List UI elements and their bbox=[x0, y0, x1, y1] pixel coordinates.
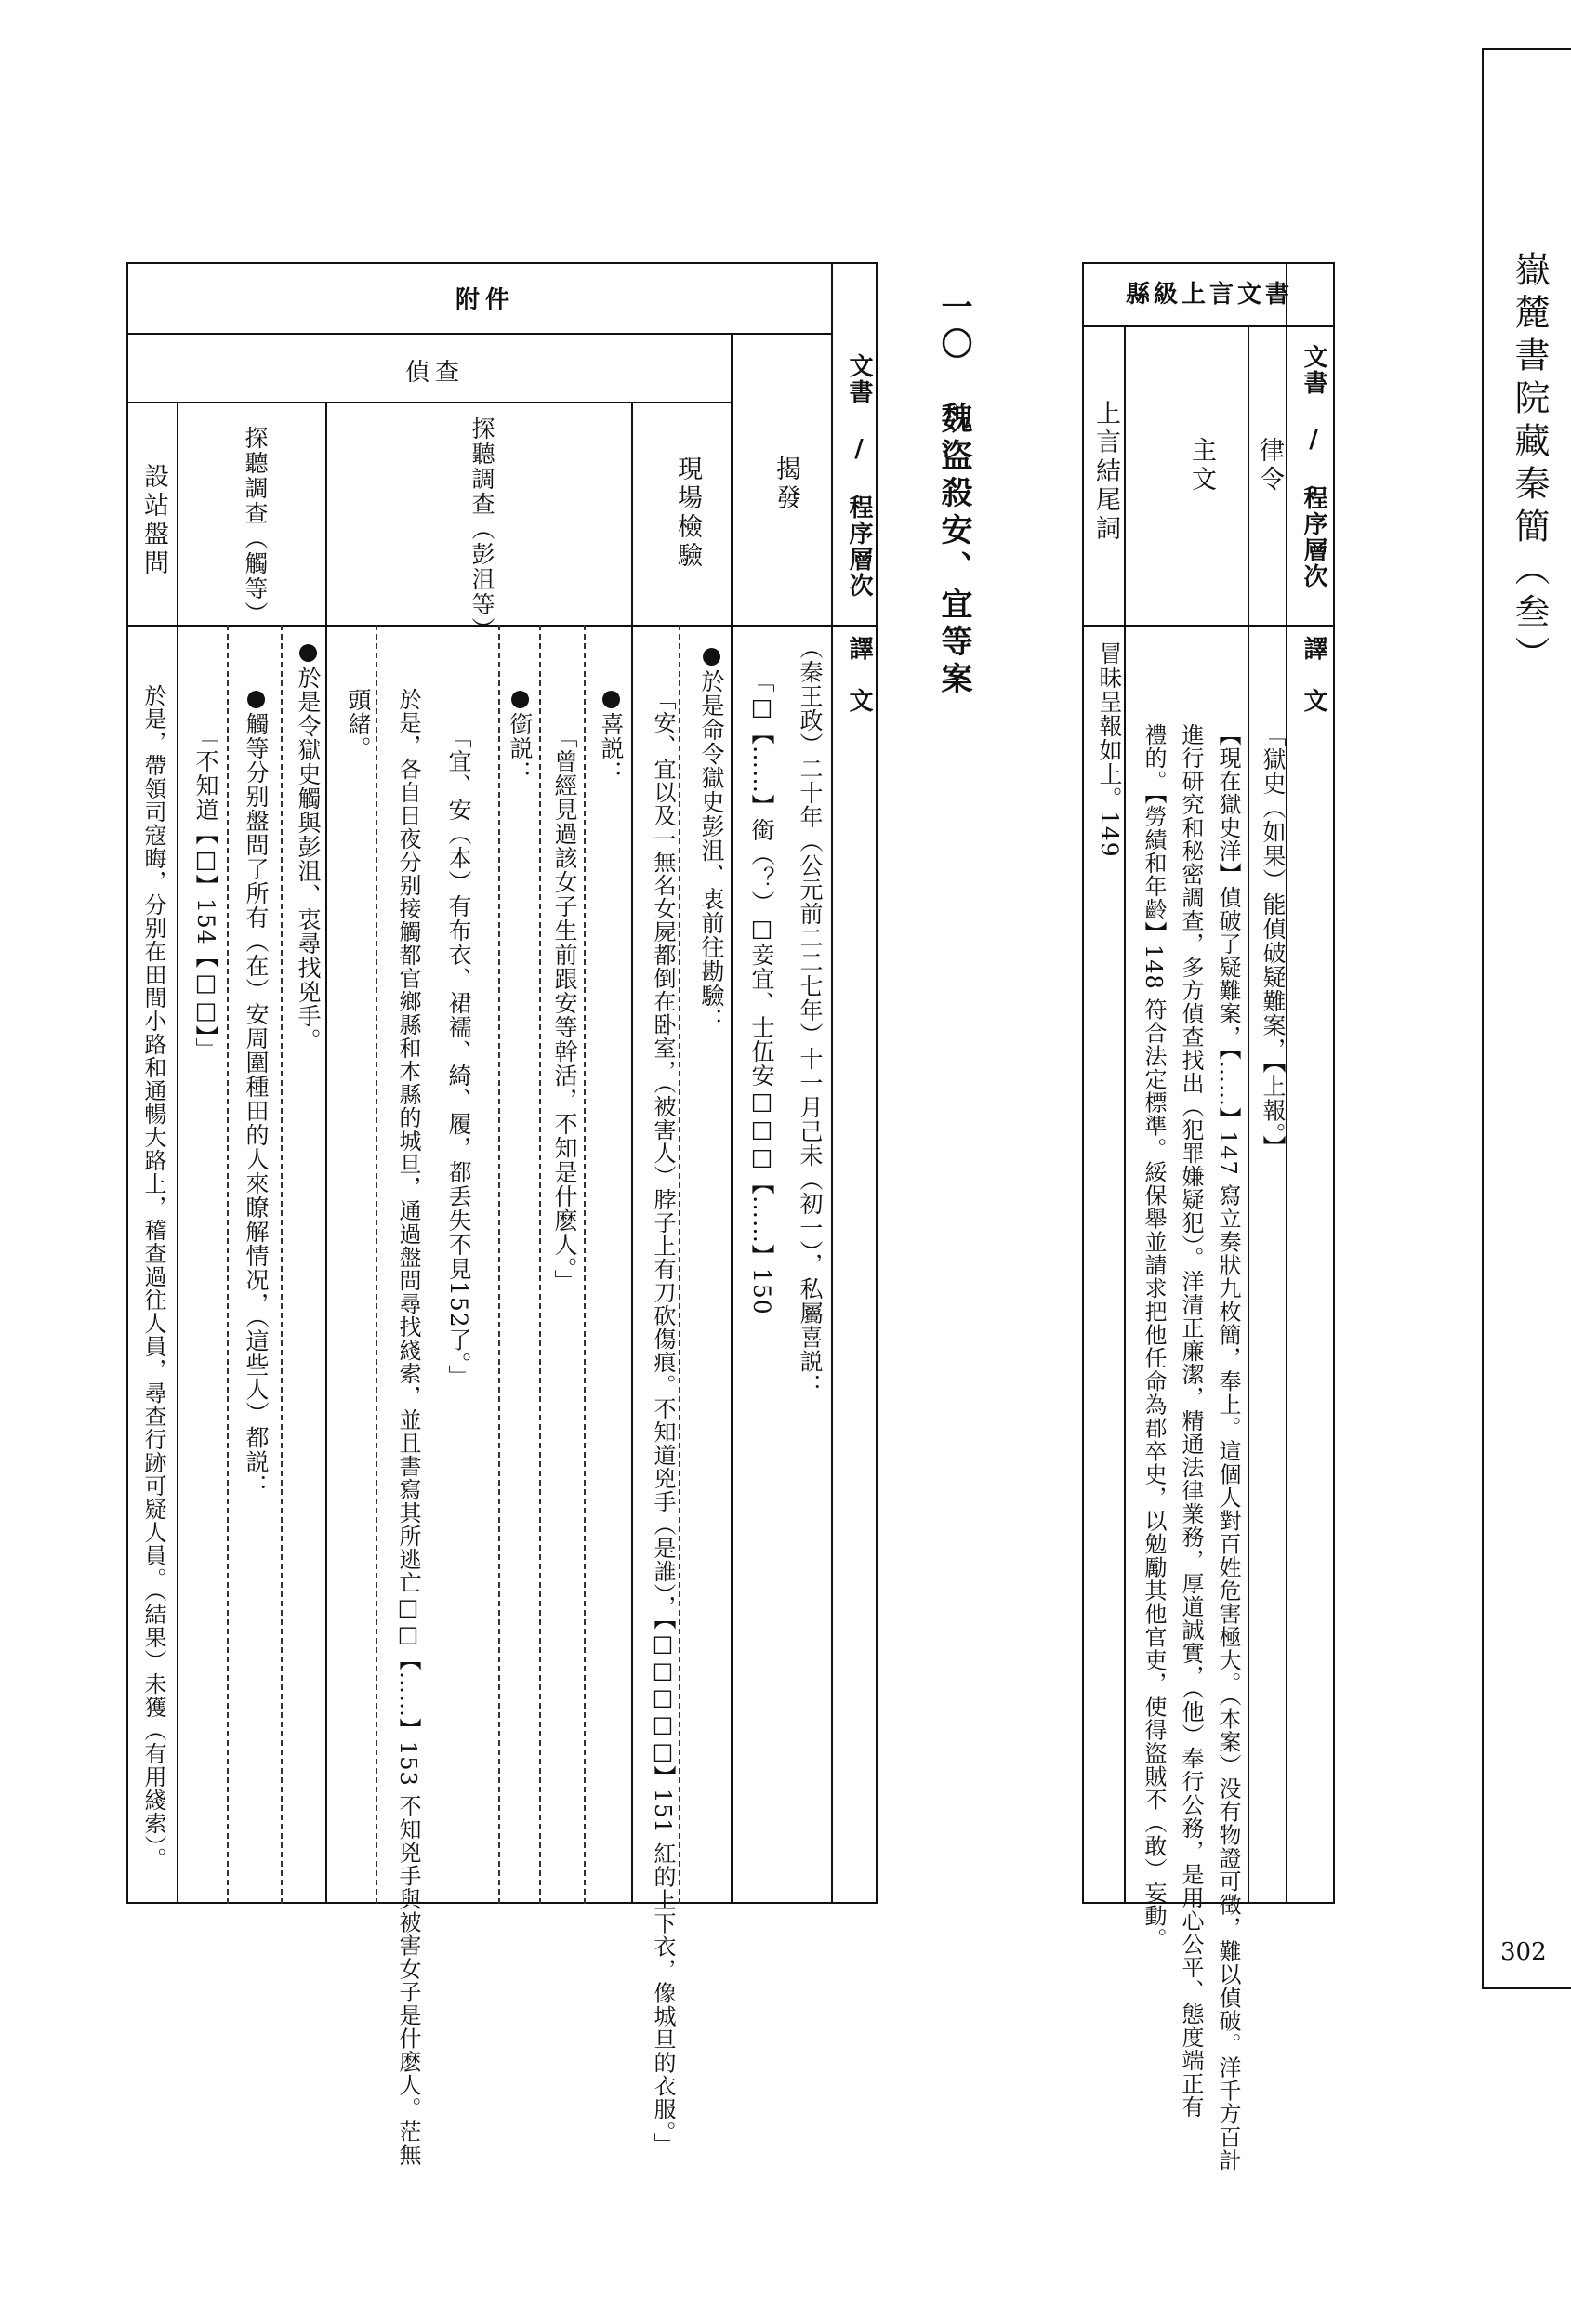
table2-inspection-line-1: ●於是命令獄史彭沮、衷前往勘驗： bbox=[698, 641, 725, 1032]
table2-chu-line-3: 「不知道【□】154【□□】」 bbox=[192, 725, 219, 1063]
table1-text-main-1: 【現在獄史洋】偵破了疑難案，【……】147 寫立奏狀九枚簡，奉上。這個人對百姓危害極大。（本案）没有物證可徵，難以偵破。洋千方百計 bbox=[1215, 723, 1241, 2172]
table2-category-inquiry-pengju: 探聽調查（彭沮等） bbox=[469, 416, 495, 642]
table1-category-closing: 上言結尾詞 bbox=[1091, 400, 1120, 544]
table2-category-inquiry-chu: 探聽調查（觸等） bbox=[242, 426, 269, 627]
table2-report-line-2: 「□【……】銜（？）□妾宜、士伍安□□□【……】150 bbox=[748, 669, 775, 1315]
table2-chu-line-1: ●於是令獄史觸與彭沮、衷尋找兇手。 bbox=[295, 638, 322, 1052]
book-title: 嶽麓書院藏秦簡（叁） bbox=[1509, 251, 1550, 679]
table2-col-header-text: 譯 文 bbox=[845, 636, 873, 714]
table2-label-top: 附件 bbox=[455, 286, 516, 314]
table2-col-header-level: 文書 / 程序層次 bbox=[845, 353, 873, 599]
table1-text-main-3: 禮的。【勞績和年齡】148 符合法定標準。綏保舉並請求把他任命為郡卒史，以勉勵其他官吏，使得盜賊不（敢）妄動。 bbox=[1141, 723, 1167, 1951]
table2-label-sub: 偵查 bbox=[405, 359, 466, 387]
table1-text-main-2: 進行研究和秘密調查，多方偵查找出（犯罪嫌疑犯）。洋清正廉潔，精通法律業務，厚道誠實，（他）奉行公務，是用心公平、態度端正有 bbox=[1178, 723, 1204, 2119]
table2-checkpoint-line-1: 於是，帶領司寇晦，分别在田間小路和通暢大路上，稽查過往人員，尋查行跡可疑人員。（結果）未獲（有用綫索）。 bbox=[140, 684, 166, 1870]
table2-pengju-line-6: 頭緒。 bbox=[345, 688, 372, 760]
table2-pengju-line-3: ●銜説： bbox=[507, 684, 534, 785]
table2-report-line-1: （秦王政）二十年（公元前二二七年）十一月己未（初一），私屬喜説： bbox=[797, 636, 824, 1398]
case-title: 一〇 魏盜殺安、宜等案 bbox=[935, 290, 972, 699]
table1-text-closing: 冒昧呈報如上。149 bbox=[1096, 641, 1123, 858]
table2-category-inspection: 現場檢驗 bbox=[673, 456, 702, 571]
table1-col-header-text: 譯 文 bbox=[1300, 636, 1327, 714]
table2-category-checkpoint: 設站盤問 bbox=[139, 463, 168, 578]
table1-col-header-level: 文書 / 程序層次 bbox=[1300, 344, 1327, 589]
table2-pengju-line-5: 於是，各自日夜分别接觸都官鄉縣和本縣的城旦，通過盤問尋找綫索，並且書寫其所逃亡□□【……】153 不知兇手與被害女子是什麽人。茫無 bbox=[395, 688, 421, 2167]
table1-text-statute: 「獄史（如果）能偵破疑難案，【上報。】 bbox=[1260, 723, 1287, 1159]
table2-category-report: 揭發 bbox=[772, 456, 800, 513]
table2-inspection-line-2: 「安、宜以及一無名女屍都倒在卧室，（被害人）脖子上有刀砍傷痕。不知道兇手（是誰），【□□□□□】151 紅的上下衣，像城旦的衣服。」 bbox=[650, 688, 676, 2157]
page-number: 302 bbox=[1500, 1938, 1547, 1966]
table1-category-main: 主文 bbox=[1187, 437, 1216, 495]
table2-chu-line-2: ●觸等分别盤問了所有（在）安周圍種田的人來瞭解情况，（這些人）都説： bbox=[243, 684, 270, 1499]
table1-label: 縣級上言文書 bbox=[1126, 281, 1294, 309]
table1-category-lvling: 律令 bbox=[1255, 437, 1284, 495]
table2-pengju-line-2: 「曾經見過該女子生前跟安等幹活，不知是什麽人。」 bbox=[551, 725, 578, 1294]
table2-pengju-line-1: ●喜説： bbox=[598, 684, 625, 785]
table2-pengju-line-4: 「宜、安（本）有布衣、裙襦、綺、履，都丢失不見152了。」 bbox=[445, 725, 472, 1390]
